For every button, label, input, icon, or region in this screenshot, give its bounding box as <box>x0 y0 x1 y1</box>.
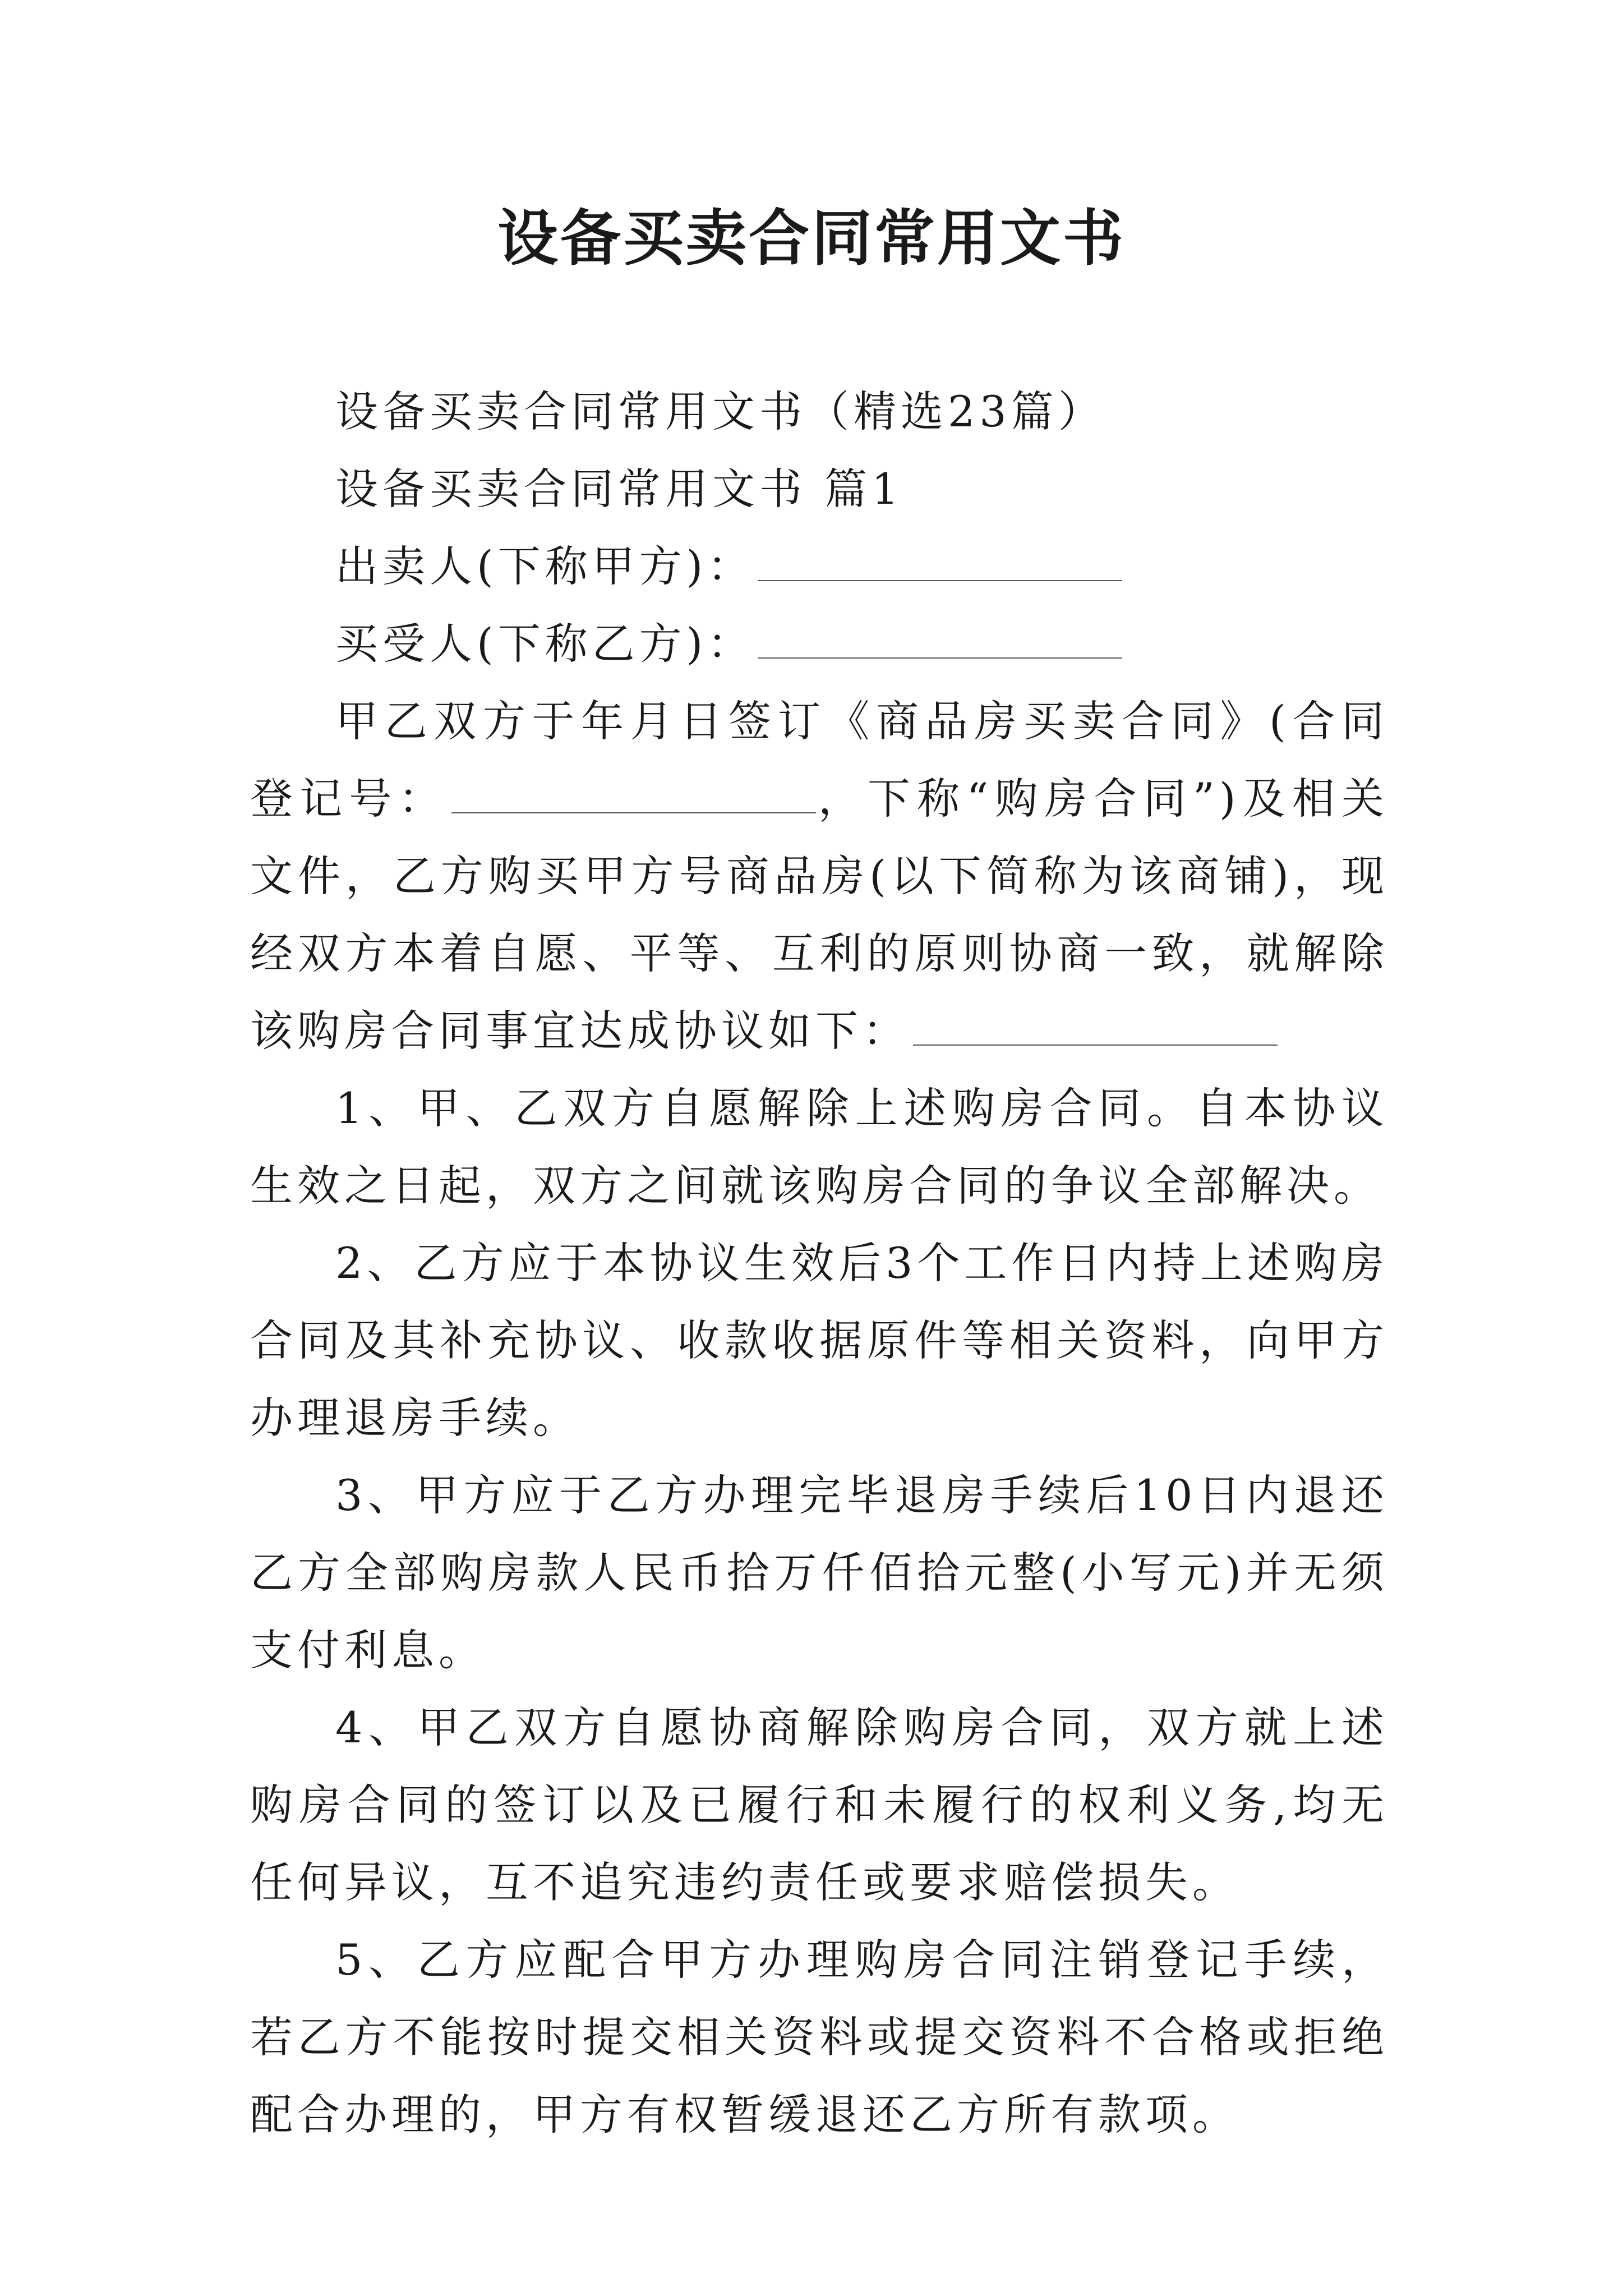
agreement-blank <box>913 1006 1278 1046</box>
seller-line <box>250 528 1389 605</box>
clause-2: 2、乙方应于本协议生效后3个工作日内持上述购房合同及其补充协议、收款收据原件等相关资料，向甲方办理退房手续。 <box>250 1238 1389 1443</box>
intro-paragraph <box>250 683 1389 1070</box>
section-heading: 设备买卖合同常用文书 篇1 <box>335 464 903 514</box>
seller-label: 出卖人(下称甲方)： <box>335 541 755 591</box>
buyer-line <box>250 605 1389 683</box>
clause-5: 5、乙方应配合甲方办理购房合同注销登记手续，若乙方不能按时提交相关资料或提交资料不合格或拒绝配合办理的，甲方有权暂缓退还乙方所有款项。 <box>250 1935 1389 2139</box>
document-subtitle: 设备买卖合同常用文书（精选23篇） <box>335 386 1105 436</box>
document-title: 设备买卖合同常用文书 <box>497 203 1126 274</box>
buyer-blank <box>758 619 1122 659</box>
intro-part1: 甲乙双方于年月日签订《商品房买卖合同》(合同登记号： <box>250 696 1389 823</box>
clause-3: 3、甲方应于乙方办理完毕退房手续后10日内退还乙方全部购房款人民币拾万仟佰拾元整(小写元)并无须支付利息。 <box>250 1470 1389 1675</box>
seller-blank <box>758 542 1122 581</box>
document-body <box>250 373 1389 2154</box>
clause-1: 1、甲、乙双方自愿解除上述购房合同。自本协议生效之日起，双方之间就该购房合同的争议全部解决。 <box>250 1083 1389 1211</box>
intro-part2: ，下称“购房合同”)及相关文件，乙方购买甲方号商品房(以下简称为该商铺)，现经双方本着自愿、平等、互利的原则协商一致，就解除该购房合同事宜达成协议如下： <box>250 774 1389 1056</box>
clause-4: 4、甲乙双方自愿协商解除购房合同，双方就上述购房合同的签订以及已履行和未履行的权利义务,均无任何异议，互不追究违约责任或要求赔偿损失。 <box>250 1703 1389 1907</box>
buyer-label: 买受人(下称乙方)： <box>335 619 755 669</box>
registration-number-blank <box>451 774 816 813</box>
